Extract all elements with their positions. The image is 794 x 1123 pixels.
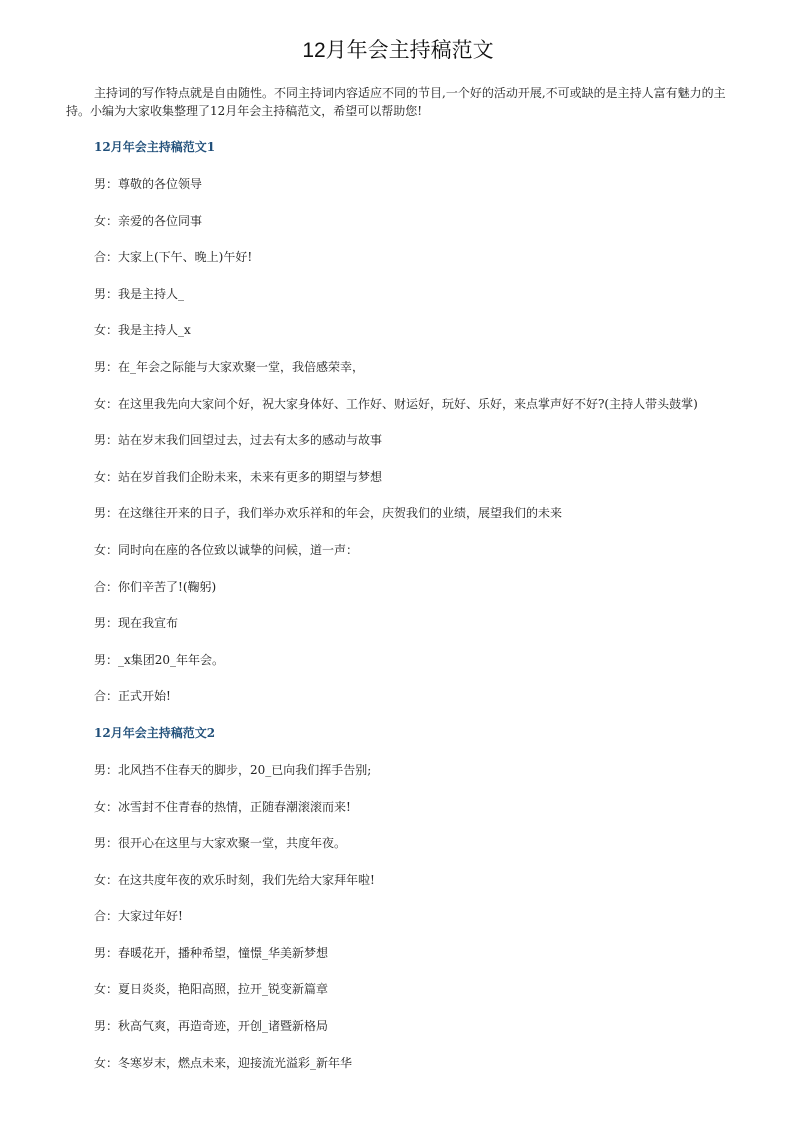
dialogue-line: 女：亲爱的各位同事 — [94, 213, 203, 228]
dialogue-line: 男：很开心在这里与大家欢聚一堂，共度年夜。 — [94, 836, 347, 851]
section-heading: 12月年会主持稿范文1 — [94, 140, 216, 154]
dialogue-line: 男：在_年会之际能与大家欢聚一堂，我倍感荣幸， — [94, 359, 365, 374]
dialogue-line: 女：同时向在座的各位致以诚挚的问候，道一声： — [94, 542, 359, 557]
document-body — [66, 138, 730, 1072]
dialogue-line: 女：冬寒岁末，燃点未来，迎接流光溢彩_新年华 — [94, 1055, 353, 1070]
dialogue-line: 男：现在我宣布 — [94, 616, 179, 631]
dialogue-line: 男：春暖花开，播种希望，憧憬_华美新梦想 — [94, 945, 329, 960]
dialogue-line: 男：_x集团20_年年会。 — [94, 652, 225, 667]
dialogue-line: 女：站在岁首我们企盼未来，未来有更多的期望与梦想 — [94, 469, 383, 484]
dialogue-line: 女：在这里我先向大家问个好，祝大家身体好、工作好、财运好，玩好、乐好，来点掌声好不好?(主持人带头鼓掌) — [94, 396, 698, 411]
intro-paragraph: 主持词的写作特点就是自由随性。不同主持词内容适应不同的节目,一个好的活动开展,不可或缺的是主持人富有魅力的主持。小编为大家收集整理了12月年会主持稿范文，希望可以帮助您! — [66, 86, 726, 118]
dialogue-line: 男：北风挡不住春天的脚步，20_已向我们挥手告别; — [94, 762, 372, 777]
document-page — [66, 34, 730, 1090]
dialogue-line: 男：站在岁末我们回望过去，过去有太多的感动与故事 — [94, 433, 383, 448]
document-title: 12月年会主持稿范文 — [302, 39, 494, 62]
dialogue-line: 男：我是主持人_ — [94, 286, 185, 301]
section-heading: 12月年会主持稿范文2 — [94, 725, 216, 740]
dialogue-line: 合：你们辛苦了!(鞠躬) — [94, 579, 217, 594]
dialogue-line: 男：秋高气爽，再造奇迹，开创_诸暨新格局 — [94, 1019, 329, 1034]
dialogue-line: 男：在这继往开来的日子，我们举办欢乐祥和的年会，庆贺我们的业绩，展望我们的未来 — [94, 506, 563, 521]
dialogue-line: 女：夏日炎炎，艳阳高照，拉开_锐变新篇章 — [94, 982, 329, 997]
dialogue-line: 女：在这共度年夜的欢乐时刻，我们先给大家拜年啦! — [94, 872, 375, 887]
dialogue-line: 女：冰雪封不住青春的热情，正随春潮滚滚而来! — [94, 799, 351, 814]
dialogue-line: 合：大家过年好! — [94, 909, 183, 924]
dialogue-line: 男：尊敬的各位领导 — [94, 177, 203, 191]
dialogue-line: 合：大家上(下午、晚上)午好! — [94, 250, 253, 265]
dialogue-line: 女：我是主持人_x — [94, 323, 191, 338]
dialogue-line: 合：正式开始! — [94, 689, 171, 704]
